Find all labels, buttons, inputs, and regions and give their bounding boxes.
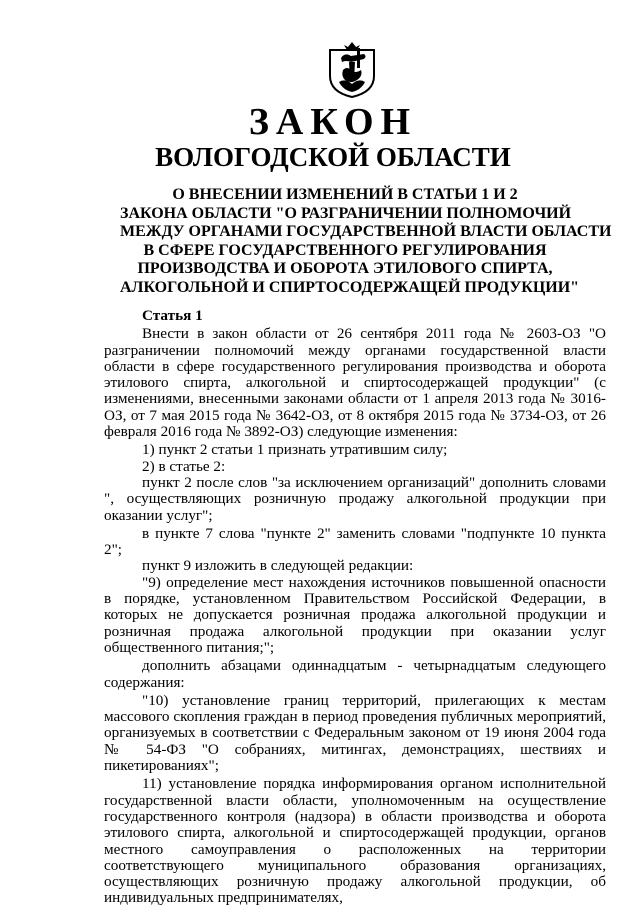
paragraph: пункт 2 после слов "за исключением организаций" дополнить словами ", осуществляющих розничную продажу алкогольной продукции при оказании услуг";	[104, 473, 606, 524]
paragraph: дополнить абзацами одиннадцатым - четырнадцатым следующего содержания:	[104, 657, 606, 691]
paragraph: "9) определение мест нахождения источников повышенной опасности в порядке, установленном Правительством Российской Федерации, в которых не допускается розничная продажа алкогольной продукции и розничная продажа алкогольной продукции при оказании услуг общественного питания;";	[104, 573, 606, 656]
region-title: ВОЛОГОДСКОЙ ОБЛАСТИ	[155, 142, 511, 172]
paragraph: пункт 9 изложить в следующей редакции:	[142, 557, 414, 575]
paragraph: Внести в закон области от 26 сентября 2011 года № 2603-ОЗ "О разграничении полномочий между органами государственной власти области в сфере государственного регулирования производства и оборота этилового спирта, алкогольной и спиртосодержащей продукции" (с изменениями, внесенными законами области от 1 апреля 2013 года № 3016-ОЗ, от 7 мая 2015 года № 3642-ОЗ, от 8 октября 2015 года № 3734-ОЗ, от 26 февраля 2016 года № 3892-ОЗ) следующие изменения:	[104, 325, 606, 441]
paragraph: 2) в статье 2:	[142, 457, 226, 475]
paragraph: "10) установление границ территорий, прилегающих к местам массового скопления граждан в период проведения публичных мероприятий, организуемых в соответствии с Федеральным законом от 19 июня 2004 года № 54-ФЗ "О собраниях, митингах, демонстрациях, шествиях и пикетированиях";	[104, 691, 606, 775]
paragraph: в пункте 7 слова "пункте 2" заменить словами "подпункте 10 пункта 2";	[104, 524, 606, 559]
subject-line: МЕЖДУ ОРГАНАМИ ГОСУДАРСТВЕННОЙ ВЛАСТИ ОБЛАСТИ	[120, 223, 612, 241]
subject-line: ЗАКОНА ОБЛАСТИ "О РАЗГРАНИЧЕНИИ ПОЛНОМОЧИЙ	[120, 204, 572, 222]
paragraph: 11) установление порядка информирования органом исполнительной государственной власти области, уполномоченным на осуществление государственного контроля (надзора) в области производства и оборота этилового спирта, алкогольной и спиртосодержащей продукции, органов местного самоуправления о расположенных на территории соответствующего муниципального образования организациях, осуществляющих розничную продажу алкогольной продукции, об индивидуальных предпринимателях,	[104, 775, 606, 907]
subject-line: О ВНЕСЕНИИ ИЗМЕНЕНИЙ В СТАТЬИ 1 И 2	[172, 186, 518, 203]
document-type-title: ЗАКОН	[248, 101, 418, 143]
subject-line: В СФЕРЕ ГОСУДАРСТВЕННОГО РЕГУЛИРОВАНИЯ	[143, 241, 547, 259]
document-body	[104, 308, 606, 909]
subject-line: ПРОИЗВОДСТВА И ОБОРОТА ЭТИЛОВОГО СПИРТА,	[137, 260, 553, 278]
article-heading: Статья 1	[142, 307, 203, 324]
coat-of-arms-icon	[327, 40, 377, 98]
subject-line: АЛКОГОЛЬНОЙ И СПИРТОСОДЕРЖАЩЕЙ ПРОДУКЦИИ"	[120, 278, 580, 296]
paragraph: 1) пункт 2 статьи 1 признать утратившим силу;	[142, 441, 448, 459]
law-subject-heading	[120, 186, 612, 298]
